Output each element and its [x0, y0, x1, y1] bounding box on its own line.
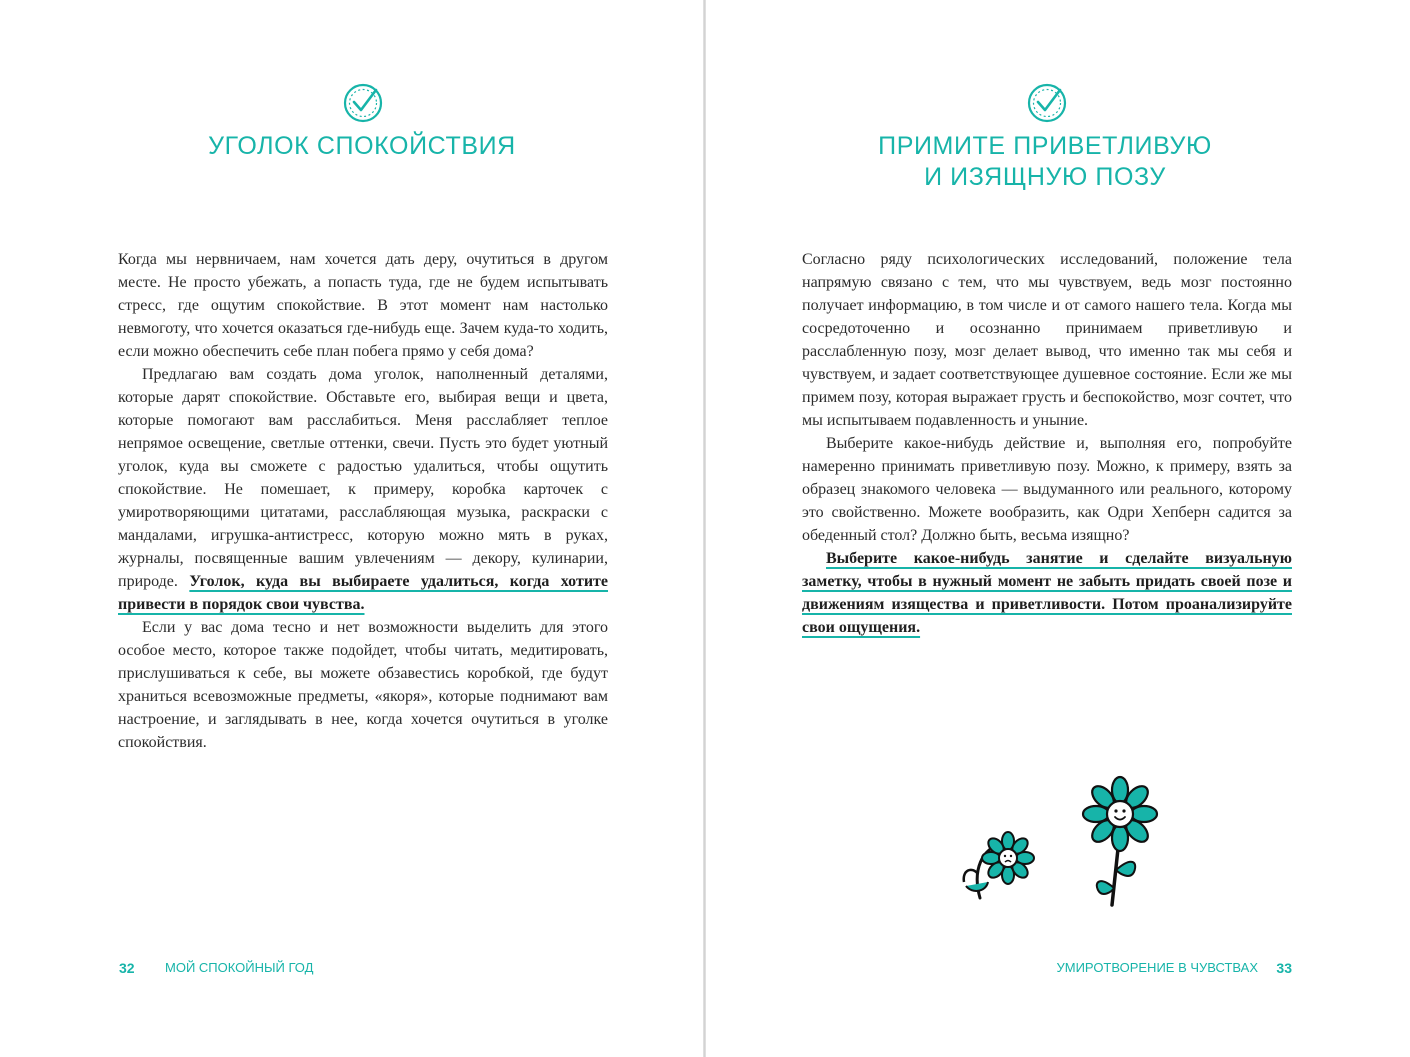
right-page [706, 0, 1410, 1057]
check-circle-icon [342, 82, 384, 124]
tall-flower-icon [1083, 777, 1157, 905]
paragraph [802, 547, 1292, 639]
paragraph: Выберите какое-нибудь действие и, выполняя его, попробуйте намеренно принимать приветливую позу. Можно, к примеру, взять за образец знакомого человека — выдуманного или реального, которому это свойственно. Можете вообразить, как Одри Хепберн садится за обеденный стол? Должно быть, весьма изящно? [802, 435, 1292, 544]
running-title: МОЙ СПОКОЙНЫЙ ГОД [165, 960, 314, 975]
page-title [10, 131, 714, 162]
body-text [802, 248, 1292, 639]
left-page [0, 0, 704, 1057]
paragraph-text: Предлагаю вам создать дома уголок, наполненный деталями, которые дарят спокойствие. Обставьте его, выбирая вещи и цвета, которые помогают вам расслабиться. Меня расслабляет теплое непрямое освещение, светлые оттенки, свечи. Пусть это будет уютный уголок, куда вы сможете с радостью удалиться, чтобы ощутить спокойствие. Не помешает, к примеру, коробка карточек с умиротворяющими цитатами, расслабляющая музыка, раскраски с мандалами, игрушка-антистресс, которую можно мять в руках, журналы, посвященные вашим увлечениям — декору, кулинарии, природе. [118, 366, 608, 590]
body-text [118, 248, 608, 754]
paragraph [118, 363, 608, 616]
paragraph: Когда мы нервничаем, нам хочется дать деру, очутиться в другом месте. Не просто убежать, а попасть туда, где не будем испытывать стресс, где ощутим спокойствие. В этот момент нам настолько невмоготу, что хочется оказаться где-нибудь еще. Зачем куда-то ходить, если можно обеспечить себе план побега прямо у себя дома? [118, 251, 608, 360]
page-title-line: ПРИМИТЕ ПРИВЕТЛИВУЮ [878, 132, 1212, 160]
highlighted-note: Выберите какое-нибудь занятие и сделайте визуальную заметку, чтобы в нужный момент не забыть придать своей позе и движениям изящества и приветливости. Потом проанализируйте свои ощущения. [802, 550, 1292, 636]
page-title [693, 131, 1397, 193]
page-number: 32 [119, 960, 135, 976]
running-title: УМИРОТВОРЕНИЕ В ЧУВСТВАХ [1056, 960, 1258, 975]
paragraph: Если у вас дома тесно и нет возможности выделить для этого особое место, которое также подойдет, чтобы читать, медитировать, прислушиваться к себе, вы можете обзавестись коробкой, где будут храниться всевозможные предметы, «якоря», которые поднимают вам настроение, и заглядывать в нее, когда хочется очутиться в уголке спокойствия. [118, 619, 608, 751]
check-circle-icon [1026, 82, 1068, 124]
small-flower-icon [964, 832, 1034, 898]
page-title-line: И ИЗЯЩНУЮ ПОЗУ [924, 163, 1166, 191]
page-number: 33 [1276, 960, 1292, 976]
highlighted-note: Уголок, куда вы выбираете удалиться, когда хотите привести в порядок свои чувства. [118, 573, 609, 613]
flowers-illustration [942, 770, 1162, 910]
paragraph: Согласно ряду психологических исследований, положение тела напрямую связано с тем, что мы чувствуем, ведь мозг постоянно получает информацию, в том числе и от самого нашего тела. Когда мы сосредоточенно и осознанно принимаем приветливую и расслабленную позу, мозг делает вывод, что именно так мы себя и чувствуем, и задает соответствующее душевное состояние. Если же мы примем позу, которая выражает грусть и беспокойство, мозг сочтет, что мы испытываем подавленность и уныние. [802, 251, 1292, 429]
page-title-text: УГОЛОК СПОКОЙСТВИЯ [208, 132, 516, 160]
